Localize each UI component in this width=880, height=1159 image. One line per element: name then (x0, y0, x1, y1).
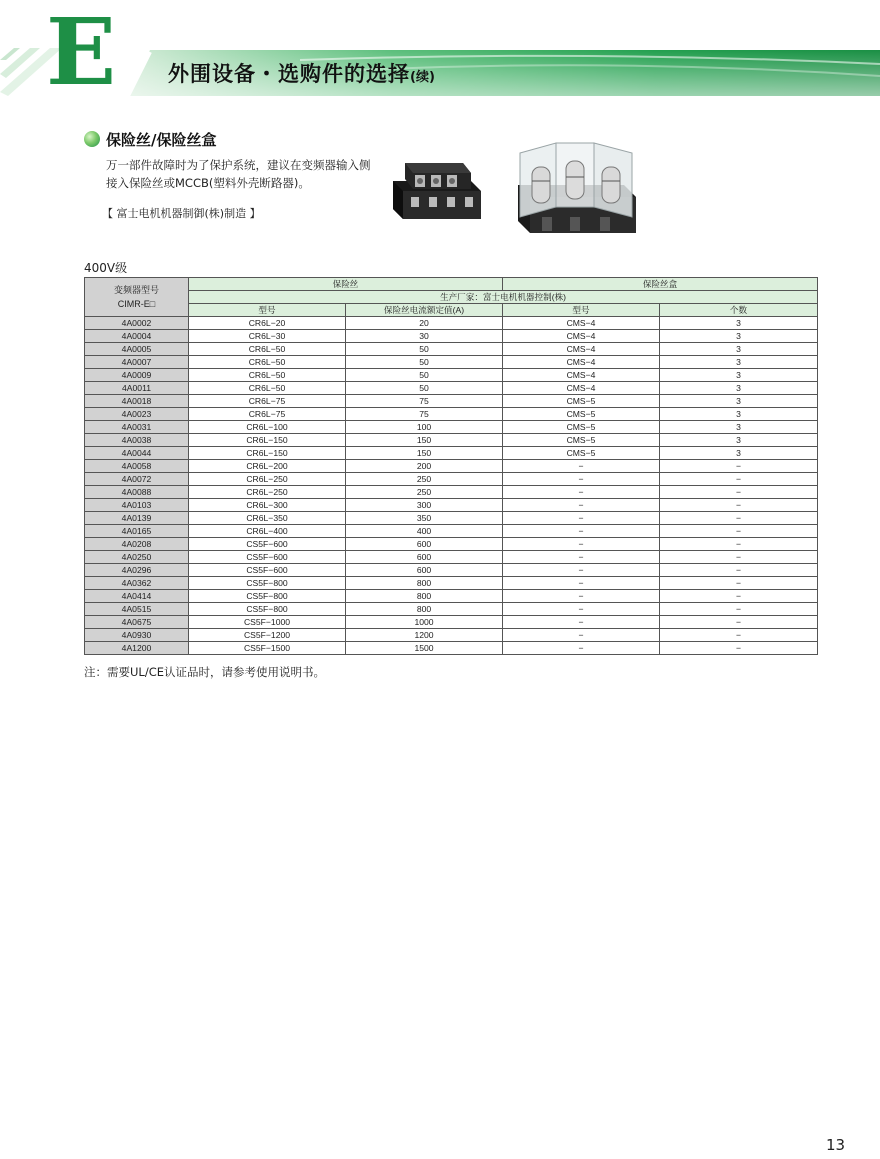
fuse-type-cell: CS5F−600 (189, 564, 346, 577)
fuse-current-cell: 75 (346, 408, 503, 421)
page-title (168, 58, 435, 88)
fuse-type-cell: CR6L−200 (189, 460, 346, 473)
table-row (85, 421, 818, 434)
holder-qty-cell: − (660, 577, 818, 590)
holder-qty-cell: − (660, 525, 818, 538)
model-cell: 4A0675 (85, 616, 189, 629)
holder-type-cell: CMS−5 (503, 395, 660, 408)
table-row (85, 538, 818, 551)
table-row (85, 499, 818, 512)
table-row (85, 382, 818, 395)
holder-type-cell: − (503, 473, 660, 486)
fuse-type-cell: CS5F−1500 (189, 642, 346, 655)
fuse-type-cell: CR6L−400 (189, 525, 346, 538)
table-body (85, 317, 818, 655)
fuse-current-cell: 800 (346, 603, 503, 616)
holder-qty-cell: − (660, 629, 818, 642)
holder-type-cell: − (503, 538, 660, 551)
table-row (85, 642, 818, 655)
fuse-type-cell: CR6L−75 (189, 395, 346, 408)
fuse-type-cell: CR6L−250 (189, 473, 346, 486)
holder-qty-cell: − (660, 473, 818, 486)
voltage-class-label: 400V级 (84, 261, 128, 275)
header-manufacturer: 生产厂家：富士电机机器控制(株) (189, 291, 818, 304)
holder-qty-cell: − (660, 603, 818, 616)
header-fuse: 保险丝 (189, 278, 503, 291)
fuse-current-cell: 200 (346, 460, 503, 473)
header-inverter-model (85, 278, 189, 317)
table-row (85, 447, 818, 460)
model-cell: 4A0011 (85, 382, 189, 395)
page-title-text: 外围设备・选购件的选择 (168, 62, 410, 86)
table-row (85, 473, 818, 486)
model-cell: 4A0930 (85, 629, 189, 642)
fuse-type-cell: CR6L−150 (189, 447, 346, 460)
holder-qty-cell: 3 (660, 330, 818, 343)
holder-qty-cell: − (660, 512, 818, 525)
table-header-row-3 (85, 304, 818, 317)
fuse-current-cell: 50 (346, 382, 503, 395)
fuse-type-cell: CR6L−100 (189, 421, 346, 434)
holder-type-cell: CMS−4 (503, 382, 660, 395)
fuse-type-cell: CS5F−800 (189, 603, 346, 616)
holder-type-cell: − (503, 486, 660, 499)
table-row (85, 460, 818, 473)
table-row (85, 343, 818, 356)
table-row (85, 330, 818, 343)
holder-type-cell: − (503, 616, 660, 629)
page-number: 13 (826, 1136, 846, 1154)
header-fuse-holder: 保险丝盒 (503, 278, 818, 291)
description-line-2: 接入保险丝或MCCB(塑料外壳断路器)。 (106, 176, 310, 190)
model-cell: 4A0023 (85, 408, 189, 421)
holder-type-cell: CMS−5 (503, 408, 660, 421)
fuse-current-cell: 50 (346, 356, 503, 369)
fuse-current-cell: 150 (346, 434, 503, 447)
fuse-current-cell: 75 (346, 395, 503, 408)
fuse-type-cell: CS5F−800 (189, 577, 346, 590)
page-header (0, 0, 880, 106)
table-row (85, 317, 818, 330)
fuse-current-cell: 1000 (346, 616, 503, 629)
holder-type-cell: − (503, 525, 660, 538)
holder-qty-cell: − (660, 460, 818, 473)
table-row (85, 512, 818, 525)
holder-qty-cell: 3 (660, 382, 818, 395)
holder-type-cell: − (503, 551, 660, 564)
fuse-type-cell: CS5F−800 (189, 590, 346, 603)
model-cell: 4A0250 (85, 551, 189, 564)
table-row (85, 616, 818, 629)
holder-type-cell: − (503, 499, 660, 512)
holder-type-cell: CMS−5 (503, 434, 660, 447)
holder-qty-cell: 3 (660, 317, 818, 330)
holder-type-cell: CMS−5 (503, 447, 660, 460)
model-cell: 4A1200 (85, 642, 189, 655)
model-cell: 4A0058 (85, 460, 189, 473)
chapter-letter: E (46, 0, 117, 106)
model-cell: 4A0002 (85, 317, 189, 330)
model-cell: 4A0038 (85, 434, 189, 447)
model-cell: 4A0072 (85, 473, 189, 486)
holder-qty-cell: − (660, 486, 818, 499)
holder-qty-cell: − (660, 616, 818, 629)
holder-qty-cell: 3 (660, 447, 818, 460)
holder-type-cell: − (503, 629, 660, 642)
model-cell: 4A0007 (85, 356, 189, 369)
table-row (85, 356, 818, 369)
fuse-holder-image (385, 155, 485, 227)
table-row (85, 590, 818, 603)
model-cell: 4A0362 (85, 577, 189, 590)
table-row (85, 551, 818, 564)
fuse-type-cell: CR6L−250 (189, 486, 346, 499)
fuse-type-cell: CS5F−1000 (189, 616, 346, 629)
fuse-type-cell: CS5F−1200 (189, 629, 346, 642)
model-cell: 4A0009 (85, 369, 189, 382)
fuse-box-image (512, 135, 642, 243)
fuse-current-cell: 50 (346, 369, 503, 382)
description-line-1: 万一部件故障时为了保护系统，建议在变频器输入侧 (106, 158, 371, 172)
holder-type-cell: CMS−4 (503, 369, 660, 382)
fuse-type-cell: CR6L−50 (189, 382, 346, 395)
fuse-type-cell: CR6L−150 (189, 434, 346, 447)
holder-qty-cell: − (660, 564, 818, 577)
page-title-suffix: (续) (410, 70, 435, 85)
table-row (85, 369, 818, 382)
holder-type-cell: CMS−4 (503, 356, 660, 369)
fuse-type-cell: CR6L−50 (189, 343, 346, 356)
header-holder-qty: 个数 (660, 304, 818, 317)
model-cell: 4A0208 (85, 538, 189, 551)
table-row (85, 395, 818, 408)
header-inverter-model-line-2: CIMR-E□ (117, 299, 156, 309)
holder-type-cell: − (503, 603, 660, 616)
fuse-type-cell: CR6L−75 (189, 408, 346, 421)
model-cell: 4A0165 (85, 525, 189, 538)
model-cell: 4A0414 (85, 590, 189, 603)
table-row (85, 408, 818, 421)
holder-qty-cell: 3 (660, 356, 818, 369)
holder-type-cell: CMS−4 (503, 330, 660, 343)
model-cell: 4A0296 (85, 564, 189, 577)
holder-qty-cell: 3 (660, 395, 818, 408)
fuse-current-cell: 1500 (346, 642, 503, 655)
fuse-type-cell: CS5F−600 (189, 551, 346, 564)
section-bullet-icon (84, 131, 100, 147)
fuse-current-cell: 600 (346, 551, 503, 564)
fuse-selection-table (84, 277, 818, 655)
fuse-current-cell: 800 (346, 577, 503, 590)
model-cell: 4A0018 (85, 395, 189, 408)
footnote: 注：需要UL/CE认证品时，请参考使用说明书。 (84, 665, 325, 679)
fuse-type-cell: CR6L−350 (189, 512, 346, 525)
fuse-current-cell: 600 (346, 538, 503, 551)
holder-qty-cell: 3 (660, 369, 818, 382)
holder-type-cell: − (503, 577, 660, 590)
model-cell: 4A0515 (85, 603, 189, 616)
fuse-current-cell: 1200 (346, 629, 503, 642)
section-description (106, 156, 376, 192)
holder-type-cell: − (503, 642, 660, 655)
holder-type-cell: CMS−4 (503, 317, 660, 330)
header-fuse-type: 型号 (189, 304, 346, 317)
fuse-current-cell: 250 (346, 473, 503, 486)
table-row (85, 525, 818, 538)
fuse-current-cell: 30 (346, 330, 503, 343)
fuse-type-cell: CR6L−300 (189, 499, 346, 512)
table-header-row-1 (85, 278, 818, 291)
fuse-current-cell: 100 (346, 421, 503, 434)
holder-qty-cell: − (660, 538, 818, 551)
table-row (85, 603, 818, 616)
fuse-current-cell: 800 (346, 590, 503, 603)
fuse-current-cell: 20 (346, 317, 503, 330)
fuse-current-cell: 50 (346, 343, 503, 356)
holder-type-cell: − (503, 590, 660, 603)
model-cell: 4A0031 (85, 421, 189, 434)
header-fuse-current: 保险丝电流额定值(A) (346, 304, 503, 317)
model-cell: 4A0005 (85, 343, 189, 356)
holder-qty-cell: 3 (660, 421, 818, 434)
fuse-current-cell: 400 (346, 525, 503, 538)
fuse-current-cell: 600 (346, 564, 503, 577)
fuse-type-cell: CR6L−30 (189, 330, 346, 343)
model-cell: 4A0004 (85, 330, 189, 343)
table-row (85, 434, 818, 447)
table-row (85, 577, 818, 590)
table-header-row-2 (85, 291, 818, 304)
fuse-current-cell: 250 (346, 486, 503, 499)
manufacturer-note: 【 富士电机机器制御(株)制造 】 (102, 207, 261, 220)
holder-type-cell: CMS−4 (503, 343, 660, 356)
fuse-current-cell: 150 (346, 447, 503, 460)
model-cell: 4A0044 (85, 447, 189, 460)
holder-qty-cell: 3 (660, 343, 818, 356)
holder-qty-cell: − (660, 499, 818, 512)
model-cell: 4A0088 (85, 486, 189, 499)
table-row (85, 486, 818, 499)
fuse-type-cell: CS5F−600 (189, 538, 346, 551)
header-inverter-model-line-1: 变频器型号 (113, 285, 159, 295)
holder-qty-cell: − (660, 551, 818, 564)
holder-type-cell: − (503, 564, 660, 577)
table-row (85, 629, 818, 642)
header-banner (0, 0, 880, 106)
model-cell: 4A0103 (85, 499, 189, 512)
holder-type-cell: CMS−5 (503, 421, 660, 434)
fuse-current-cell: 350 (346, 512, 503, 525)
fuse-type-cell: CR6L−50 (189, 356, 346, 369)
section-title: 保险丝/保险丝盒 (106, 131, 217, 149)
header-holder-type: 型号 (503, 304, 660, 317)
fuse-type-cell: CR6L−20 (189, 317, 346, 330)
holder-type-cell: − (503, 512, 660, 525)
fuse-type-cell: CR6L−50 (189, 369, 346, 382)
table-row (85, 564, 818, 577)
holder-qty-cell: − (660, 642, 818, 655)
holder-type-cell: − (503, 460, 660, 473)
holder-qty-cell: − (660, 590, 818, 603)
fuse-current-cell: 300 (346, 499, 503, 512)
holder-qty-cell: 3 (660, 434, 818, 447)
holder-qty-cell: 3 (660, 408, 818, 421)
model-cell: 4A0139 (85, 512, 189, 525)
